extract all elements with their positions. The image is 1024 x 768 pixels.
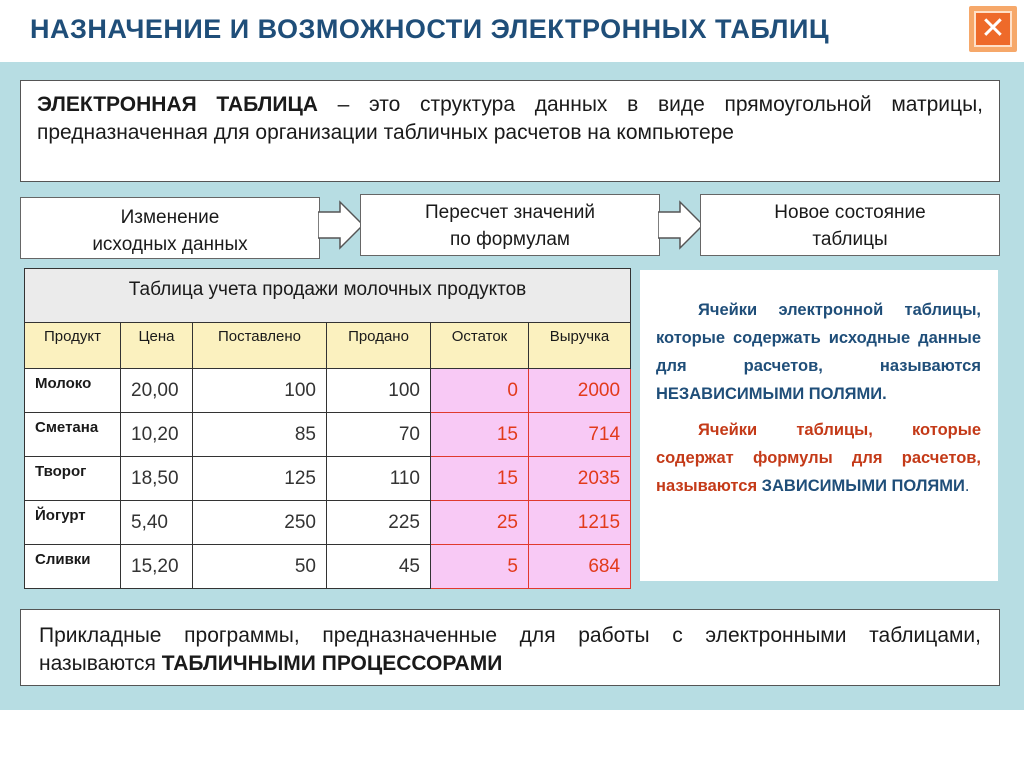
cell-sold[interactable]: 110 [327, 457, 431, 501]
table-row [25, 545, 631, 589]
dependent-fields-end: . [964, 477, 970, 495]
cell-price[interactable]: 18,50 [121, 457, 193, 501]
cell-revenue[interactable]: 2000 [529, 369, 631, 413]
independent-fields-note [656, 296, 981, 408]
cell-price[interactable]: 20,00 [121, 369, 193, 413]
independent-fields-text: Ячейки электронной таблицы, которые содержать исходные данные для расчетов, называются [656, 301, 981, 375]
cell-sold[interactable]: 70 [327, 413, 431, 457]
cell-product[interactable]: Йогурт [25, 501, 121, 545]
table-header-row [25, 323, 631, 369]
cell-product[interactable]: Творог [25, 457, 121, 501]
cell-supplied[interactable]: 250 [193, 501, 327, 545]
dependent-fields-term: ЗАВИСИМЫМИ ПОЛЯМИ [761, 477, 965, 495]
table-row [25, 413, 631, 457]
table-processors-note [20, 609, 1000, 686]
cell-remainder[interactable]: 15 [431, 413, 529, 457]
definition-box [20, 80, 1000, 182]
independent-fields-term: НЕЗАВИСИМЫМИ ПОЛЯМИ. [656, 385, 887, 403]
cell-product[interactable]: Сметана [25, 413, 121, 457]
column-header-supplied: Поставлено [193, 323, 327, 369]
table-row [25, 457, 631, 501]
flow-step-2-line-2: по формулам [450, 229, 570, 250]
flow-arrow-icon [658, 200, 704, 250]
table-caption: Таблица учета продажи молочных продуктов [25, 269, 631, 323]
close-button[interactable] [969, 6, 1017, 52]
flow-step-change-input [20, 197, 320, 259]
cell-supplied[interactable]: 85 [193, 413, 327, 457]
column-header-remainder: Остаток [431, 323, 529, 369]
flow-step-3-line-2: таблицы [812, 229, 888, 250]
flow-step-recalculate [360, 194, 660, 256]
table-processors-text: Прикладные программы, предназначенные для работы с электронными таблицами, называются [39, 624, 981, 675]
cell-remainder[interactable]: 5 [431, 545, 529, 589]
cell-revenue[interactable]: 684 [529, 545, 631, 589]
cell-remainder[interactable]: 25 [431, 501, 529, 545]
definition-term: ЭЛЕКТРОННАЯ ТАБЛИЦА [37, 93, 318, 116]
column-header-sold: Продано [327, 323, 431, 369]
dependent-fields-text: Ячейки таблицы, которые содержат формулы для расчетов, называются [656, 421, 981, 495]
cell-sold[interactable]: 100 [327, 369, 431, 413]
cell-supplied[interactable]: 125 [193, 457, 327, 501]
cell-remainder[interactable]: 15 [431, 457, 529, 501]
table-row [25, 369, 631, 413]
sales-table [24, 268, 631, 589]
cell-revenue[interactable]: 1215 [529, 501, 631, 545]
cell-sold[interactable]: 45 [327, 545, 431, 589]
cell-product[interactable]: Молоко [25, 369, 121, 413]
table-processors-term: ТАБЛИЧНЫМИ ПРОЦЕССОРАМИ [161, 652, 503, 675]
column-header-product: Продукт [25, 323, 121, 369]
cell-sold[interactable]: 225 [327, 501, 431, 545]
info-box [640, 270, 998, 581]
flow-step-2-line-1: Пересчет значений [425, 202, 595, 223]
table-row [25, 501, 631, 545]
cell-revenue[interactable]: 714 [529, 413, 631, 457]
column-header-price: Цена [121, 323, 193, 369]
flow-step-1-line-2: исходных данных [92, 234, 248, 255]
close-icon[interactable]: ✕ [974, 11, 1012, 47]
flow-step-3-line-1: Новое состояние [774, 202, 926, 223]
cell-remainder[interactable]: 0 [431, 369, 529, 413]
title-bar [0, 0, 1024, 60]
page-title: НАЗНАЧЕНИЕ И ВОЗМОЖНОСТИ ЭЛЕКТРОННЫХ ТАБЛИЦ [30, 14, 830, 44]
cell-supplied[interactable]: 50 [193, 545, 327, 589]
cell-product[interactable]: Сливки [25, 545, 121, 589]
cell-price[interactable]: 5,40 [121, 501, 193, 545]
cell-supplied[interactable]: 100 [193, 369, 327, 413]
dependent-fields-note [656, 416, 981, 500]
cell-price[interactable]: 15,20 [121, 545, 193, 589]
column-header-revenue: Выручка [529, 323, 631, 369]
definition-text: – это структура данных в виде прямоугольной матрицы, предназначенная для организации табличных расчетов на компьютере [37, 93, 983, 144]
cell-revenue[interactable]: 2035 [529, 457, 631, 501]
flow-step-1-line-1: Изменение [120, 207, 220, 228]
flow-step-new-state [700, 194, 1000, 256]
flow-arrow-icon [318, 200, 364, 250]
cell-price[interactable]: 10,20 [121, 413, 193, 457]
